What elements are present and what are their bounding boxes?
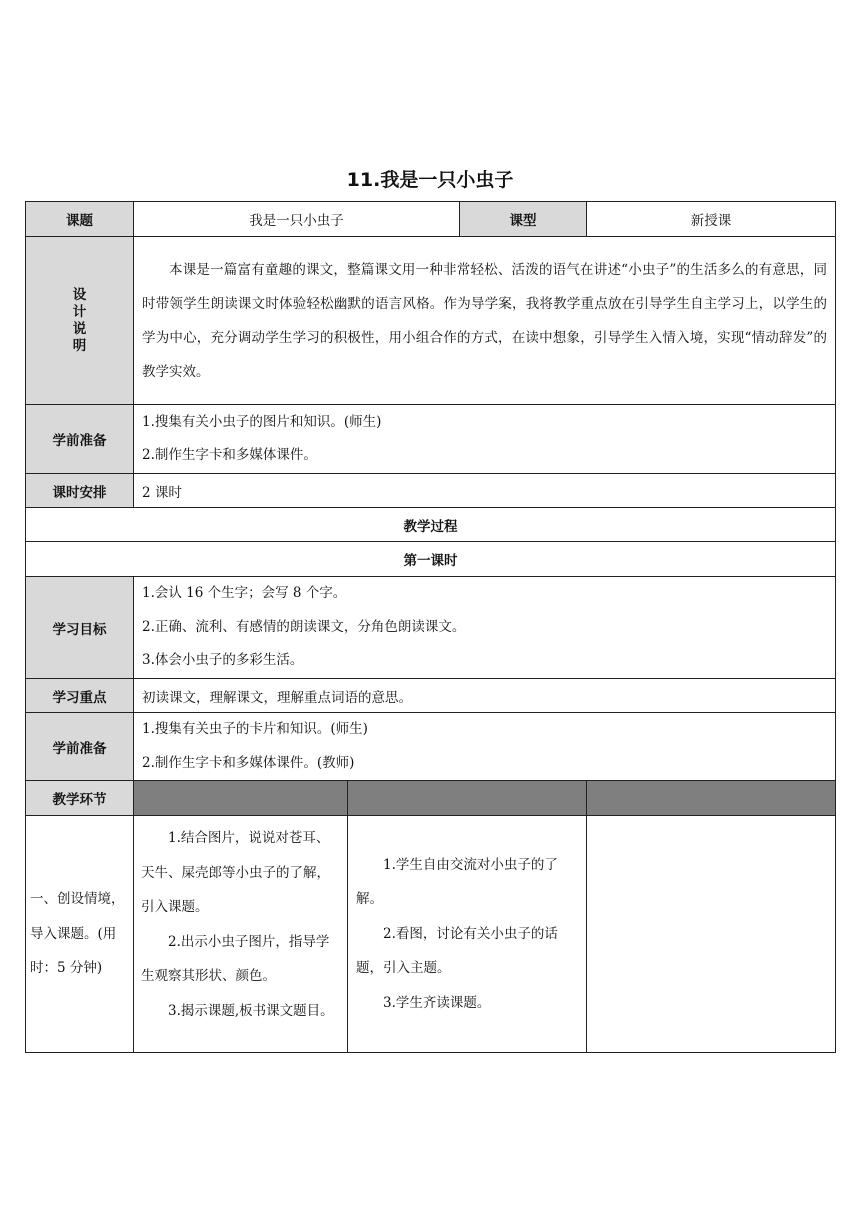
stage1-student — [348, 816, 587, 1053]
design-label-char: 说 — [72, 320, 87, 337]
goal-item: 2.正确、流利、有感情的朗读课文，分角色朗读课文。 — [142, 618, 466, 635]
focus-label: 学习重点 — [26, 679, 134, 713]
schedule-label: 课时安排 — [26, 474, 134, 508]
focus-value: 初读课文，理解课文，理解重点词语的意思。 — [134, 679, 836, 713]
goals-content — [134, 577, 836, 679]
design-label — [26, 237, 134, 405]
student-activity: 1.学生自由交流对小虫子的了解。 — [356, 856, 558, 908]
design-row — [26, 237, 836, 405]
schedule-row — [26, 474, 836, 508]
document-title: 11.我是一只小虫子 — [346, 169, 514, 191]
type-label: 课型 — [460, 202, 587, 237]
design-label-char: 设 — [72, 286, 87, 303]
goal-item: 1.会认 16 个生字；会写 8 个字。 — [142, 585, 347, 602]
topic-label: 课题 — [26, 202, 134, 237]
student-activity: 3.学生齐读课题。 — [383, 994, 491, 1011]
prep2-item: 2.制作生字卡和多媒体课件。(教师) — [142, 754, 355, 771]
design-label-char: 明 — [72, 337, 87, 354]
prep1-label: 学前准备 — [26, 405, 134, 474]
teacher-activity: 1.结合图片，说说对苍耳、天牛、屎壳郎等小虫子的了解，引入课题。 — [141, 830, 330, 915]
header-row — [26, 202, 836, 237]
stage1-teacher — [134, 816, 348, 1053]
student-activity: 2.看图，讨论有关小虫子的话题，引入主题。 — [356, 925, 558, 977]
stage1-notes — [587, 816, 836, 1053]
steps-header-cell — [587, 781, 836, 816]
steps-header-cell — [348, 781, 587, 816]
prep1-row — [26, 405, 836, 474]
goals-label: 学习目标 — [26, 577, 134, 679]
focus-row — [26, 679, 836, 713]
schedule-value: 2 课时 — [134, 474, 836, 508]
type-value: 新授课 — [587, 202, 836, 237]
prep2-item: 1.搜集有关虫子的卡片和知识。(师生) — [142, 721, 368, 737]
goal-item: 3.体会小虫子的多彩生活。 — [142, 652, 304, 669]
stage1-row — [26, 816, 836, 1053]
design-text: 本课是一篇富有童趣的课文，整篇课文用一种非常轻松、活泼的语气在讲述“小虫子”的生活多么的有意思，同时带领学生朗读课文时体验轻松幽默的语言风格。作为导学案，我将教学重点放在引导学生自主学习上，以学生的学为中心，充分调动学生学习的积极性，用小组合作的方式，在读中想象，引导学生入情入境，实现“情动辞发”的教学实效。 — [134, 237, 836, 405]
lesson-plan-table — [25, 201, 836, 1053]
goals-row — [26, 577, 836, 679]
design-label-char: 计 — [72, 303, 87, 320]
prep2-row — [26, 713, 836, 781]
steps-label: 教学环节 — [26, 781, 134, 816]
process-title: 教学过程 — [26, 508, 836, 542]
steps-header-row — [26, 781, 836, 816]
prep2-content — [134, 713, 836, 781]
lesson-title: 第一课时 — [26, 542, 836, 577]
prep1-item: 1.搜集有关小虫子的图片和知识。(师生) — [142, 413, 382, 430]
stage1-name: 一、创设情境，导入课题。(用时：5 分钟) — [26, 816, 134, 1053]
process-title-row — [26, 508, 836, 542]
teacher-activity: 3.揭示课题,板书课文题目。 — [168, 1002, 334, 1019]
prep1-content — [134, 405, 836, 474]
steps-header-cell — [134, 781, 348, 816]
lesson-title-row — [26, 542, 836, 577]
teacher-activity: 2.出示小虫子图片，指导学生观察其形状、颜色。 — [141, 933, 330, 984]
prep2-label: 学前准备 — [26, 713, 134, 781]
prep1-item: 2.制作生字卡和多媒体课件。 — [142, 447, 317, 463]
topic-value: 我是一只小虫子 — [134, 202, 460, 237]
